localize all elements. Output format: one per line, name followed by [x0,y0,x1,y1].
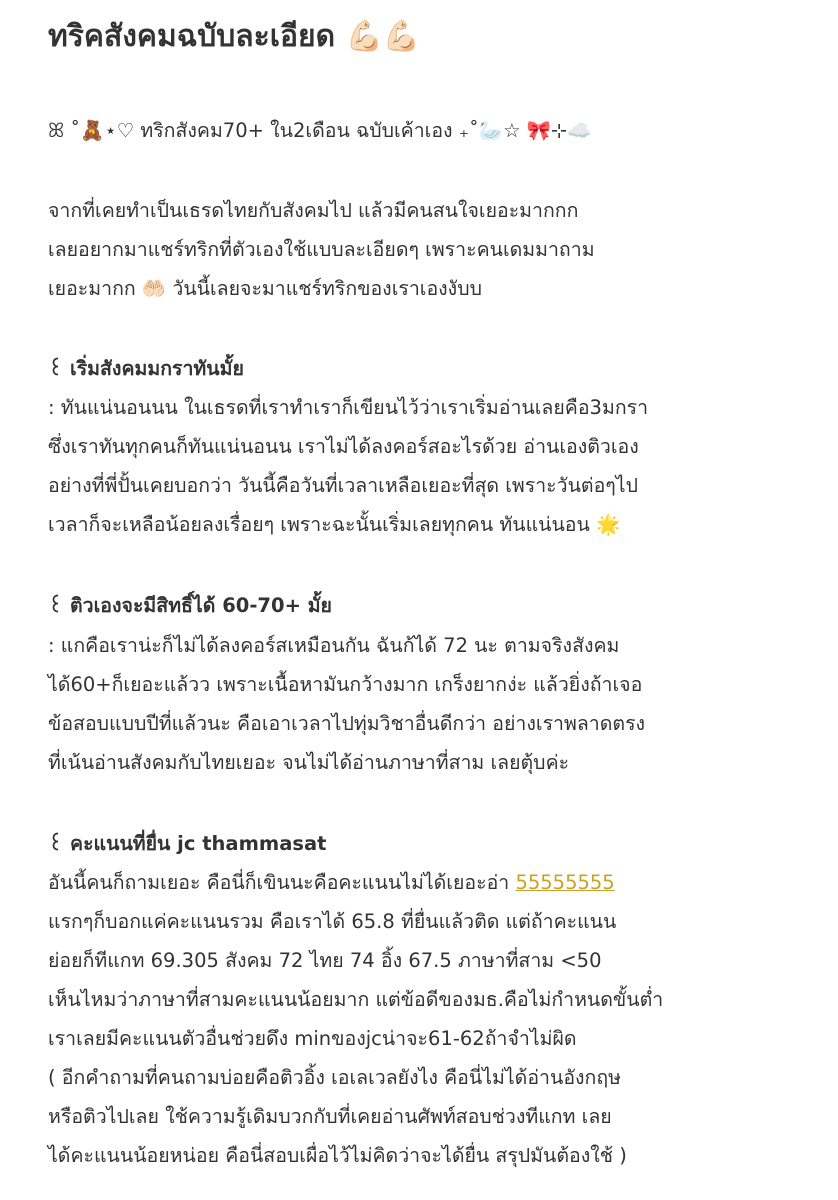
section-line: อย่างที่พี่ปั้นเคยบอกว่า วันนี้คือวันที่เวลาเหลือเยอะที่สุด เพราะวันต่อๆไป [48,474,638,497]
section-line: ย่อยก็ทีแกท 69.305 สังคม 72 ไทย 74 อิ้ง 67.5 ภาษาที่สาม <50 [48,949,602,972]
section-line: : แกคือเราน่ะก็ไม่ได้ลงคอร์สเหมือนกัน ฉันก้ได้ 72 นะ ตามจริงสังคม [48,634,620,657]
section-line: ที่เน้นอ่านสังคมกับไทยเยอะ จนไม่ได้อ่านภาษาที่สาม เลยตุ้บค่ะ [48,751,570,774]
section-line: ข้อสอบแบบปีที่แล้วนะ คือเอาเวลาไปทุ่มวิชาอื่นดีกว่า อย่างเราพลาดตรง [48,712,646,735]
paragraph-line: เลยอยากมาแชร์ทริกที่ตัวเองใช้แบบละเอียดๆ เพราะคนเดมมาถาม [48,238,595,261]
paragraph-line: เยอะมากก 🤲🏻 วันนี้เลยจะมาแชร์ทริกของเราเองงับบ [48,277,482,300]
section-line: เห็นไหมว่าภาษาที่สามคะแนนน้อยมาก แต่ข้อดีของมธ.คือไม่กำหนดขั้นต่ำ [48,988,664,1011]
section-line: เวลาก็จะเหลือน้อยลงเรื่อยๆ เพราะฉะนั้นเริ่มเลยทุกคน ทันแน่นอน 🌟 [48,513,621,536]
section-line: แรกๆก็บอกแค่คะแนนรวม คือเราได้ 65.8 ที่ยื่นแล้วติด แต่ถ้าคะแนน [48,910,617,933]
section-line [48,869,615,897]
section-heading: ꒰ ติวเองจะมีสิทธิ์ได้ 60-70+ มั้ย [48,594,332,617]
section-line: ( อีกคำถามที่คนถามบ่อยคือติวอิ้ง เอเลเวลยังไง คือนี่ไม่ได้อ่านอังกฤษ [48,1066,622,1089]
section-line: ได้60+ก็เยอะแล้วว เพราะเนื้อหามันกว้างมาก เกร็งยากง่ะ แล้วยิ่งถ้าเจอ [48,673,643,696]
page-title: ทริคสังคมฉบับละเอียด 💪🏻💪🏻 [48,19,421,54]
section-line: ได้คะแนนน้อยหน่อย คือนี่สอบเผื่อไว้ไม่คิดว่าจะได้ยื่น สรุปมันต้องใช้ ) [48,1144,627,1167]
section-line-text: อันนี้คนก็ถามเยอะ คือนี่ก็เขินนะคือคะแนนไม่ได้เยอะอ่า [48,871,516,894]
section-line: : ทันแน่นอนนน ในเธรดที่เราทำเราก็เขียนไว้ว่าเราเริ่มอ่านเลยคือ3มกรา [48,396,649,419]
section-heading: ꒰ เริ่มสังคมมกราทันมั้ย [48,357,244,380]
section-heading: ꒰ คะแนนที่ยื่น jc thammasat [48,832,327,855]
intro-line: ꕤ ˚🧸⋆♡ ทริกสังคม70+ ใน2เดือน ฉบับเค้าเอง ₊˚🦢☆ 🎀⊹☁️ [48,119,592,142]
section-line: ซึ่งเราทันทุกคนก็ทันแน่นอนน เราไม่ได้ลงคอร์สอะไรด้วย อ่านเองติวเอง [48,435,639,458]
section-line: เราเลยมีคะแนนตัวอื่นช่วยดึง minของjcน่าจะ61-62ถ้าจำไม่ผิด [48,1027,577,1050]
section-line: หรือติวไปเลย ใช้ความรู้เดิมบวกกับที่เคยอ่านศัพท์สอบช่วงทีแกท เลย [48,1105,612,1128]
highlighted-laugh-text: 55555555 [515,871,615,894]
paragraph-line: จากที่เคยทำเป็นเธรดไทยกับสังคมไป แล้วมีคนสนใจเยอะมากกก [48,199,579,222]
